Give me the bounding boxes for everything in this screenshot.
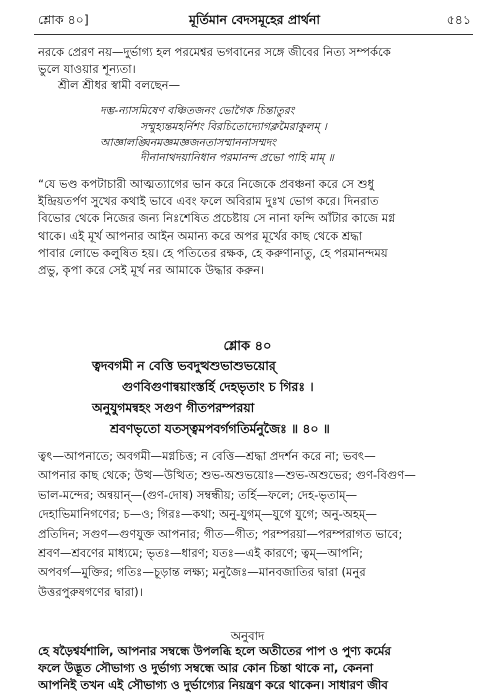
synonyms-line: আপনার কাছ থেকে; উত্থ—উত্থিত; শুভ-অশুভয়োঃ—শুভ-অশুভের; গুণ-বিগুণ— xyxy=(38,468,416,483)
commentary-line: থাকে। এই মূর্খ আপনার আইন অমান্য করে অপর মূর্খের কাছ থেকে শ্রদ্ধা xyxy=(38,228,363,243)
commentary-line: ইন্দ্রিয়তর্পণ সুখের কথাই ভাবে এবং ফলে অবিরাম দুঃখ ভোগ করে। দিনরাত xyxy=(38,194,379,209)
commentary-line: পাবার লোভে কলুষিত হয়। হে পতিতের রক্ষক, হে করুণানাতু, হে পরমানন্দময় xyxy=(38,245,388,260)
header-chapter-title: মূর্তিমান বেদসমূহের প্রার্থনা xyxy=(188,12,321,27)
commentary-line: “যে ভণ্ড কপটাচারী আত্মত্যাগের ভান করে নিজেকে প্রবঞ্চনা করে সে শুধু xyxy=(38,177,375,191)
translation-line: ফলে উদ্ভূত সৌভাগ্য ও দুর্ভাগ্য সম্বন্ধে আর কোন চিন্তা থাকে না, কেননা xyxy=(38,661,374,675)
header-rule xyxy=(34,34,473,35)
quoted-verse-line: আজ্ঞালঙ্ঘিনমজ্ঞমজ্ঞজনতাসম্মাননাসম্মদং xyxy=(100,135,276,149)
synonyms-line: ভাল-মন্দের; অন্বয়ান্—(গুণ-দোষ) সম্বন্ধীয়; তর্হি—ফলে; দেহ-ভৃতাম্— xyxy=(38,487,358,502)
intro-line: ভুলে যাওয়ার শূন্যতা। xyxy=(38,62,136,77)
synonyms-line: দেহাভিমানিগণের; চ—ও; গিরঃ—কথা; অনু-যুগম্—যুগে যুগে; অনু-অহম্— xyxy=(38,507,378,522)
sanskrit-verse-line: শ্রবণভৃতো যতস্ত্বমপবর্গগতির্মনুজৈঃ ॥ ৪০ ॥ xyxy=(110,421,330,436)
page-number: ৫৪১ xyxy=(446,12,471,27)
translation-paragraph xyxy=(38,643,469,694)
translation-heading: অনুবাদ xyxy=(230,629,265,643)
synonyms-line: অপবর্গ—মুক্তির; গতিঃ—চূড়ান্ত লক্ষ্য; মনুজৈঃ—মানবজাতির দ্বারা (মনুর xyxy=(38,565,366,580)
header-verse-ref: শ্লোক ৪০] xyxy=(38,12,89,27)
commentary-line: বিভোর থেকে নিজের জন্য নিঃশেষিত প্রচেষ্টায় সে নানা ফন্দি আঁটার কাজে মগ্ন xyxy=(38,211,396,226)
running-header xyxy=(38,12,471,34)
synonyms-line: ত্বৎ—আপনাতে; অবগমী—মগ্নচিত্ত; ন বেত্তি—শ্রদ্ধা প্রদর্শন করে না; ভবৎ— xyxy=(38,449,376,463)
quoted-verse xyxy=(100,103,475,166)
intro-line: নরকে প্রেরণ নয়—দুর্ভাগ্য হল পরমেশ্বর ভগবানের সঙ্গে জীবের নিত্য সম্পর্ককে xyxy=(38,45,391,59)
commentary-paragraph xyxy=(38,176,469,279)
sloka-heading: শ্লোক ৪০ xyxy=(223,339,272,354)
translation-line: আপনিই তখন এই সৌভাগ্য ও দুর্ভাগ্যের নিয়ন্ত্রণ করে থাকেন। সাধারণ জীব xyxy=(38,678,388,692)
synonyms-line: প্রতিদিন; সগুণ—গুণযুক্ত আপনার; গীত—গীত; পরম্পরয়া—পরম্পরাগত ভাবে; xyxy=(38,526,403,541)
sanskrit-verse-line: অনুযুগমন্বহং সগুণ গীতপরম্পরয়া xyxy=(92,400,255,415)
sanskrit-verse-line: গুণবিগুণান্বয়াংস্তর্হি দেহভৃতাং চ গিরঃ । xyxy=(122,379,314,394)
quoted-verse-line: দম্ভ-ন্যাসমিষেণ বঞ্চিতজনং ভোগৈক চিন্তাতুরং xyxy=(100,104,295,117)
synonyms-line: শ্রবণ—শ্রবণের মাধ্যমে; ভৃতঃ—ধারণ; যতঃ—এই কারণে; ত্বম্—আপনি; xyxy=(38,546,364,561)
sanskrit-verse-line: ত্বদবগমী ন বেত্তি ভবদুত্থশুভাশুভয়োর্ xyxy=(92,358,276,373)
synonyms-line: উত্তরপুরুষগণের দ্বারা)। xyxy=(38,584,143,599)
sanskrit-verse xyxy=(92,355,475,439)
translation-line: হে ষড়ৈশ্বর্যশালি, আপনার সম্বন্ধে উপলব্ধি হলে অতীতের পাপ ও পুণ্য কর্মের xyxy=(38,644,391,658)
quoted-verse-line: সম্মুহ্যন্তমহর্নিশং বিরচিতোদ্যোগক্লমৈরাকুলম্ । xyxy=(140,119,327,133)
intro-paragraph xyxy=(38,44,469,78)
commentary-line: প্রভু, কৃপা করে সেই মূর্খ নর আমাকে উদ্ধার করুন। xyxy=(38,263,265,278)
speaker-line: শ্রীল শ্রীধর স্বামী বলছেন— xyxy=(58,78,181,92)
synonyms-paragraph xyxy=(38,447,469,602)
quoted-verse-line: দীনানাথদয়ানিধান পরমানন্দ প্রভো পাহি মাম্ ॥ xyxy=(140,151,334,165)
